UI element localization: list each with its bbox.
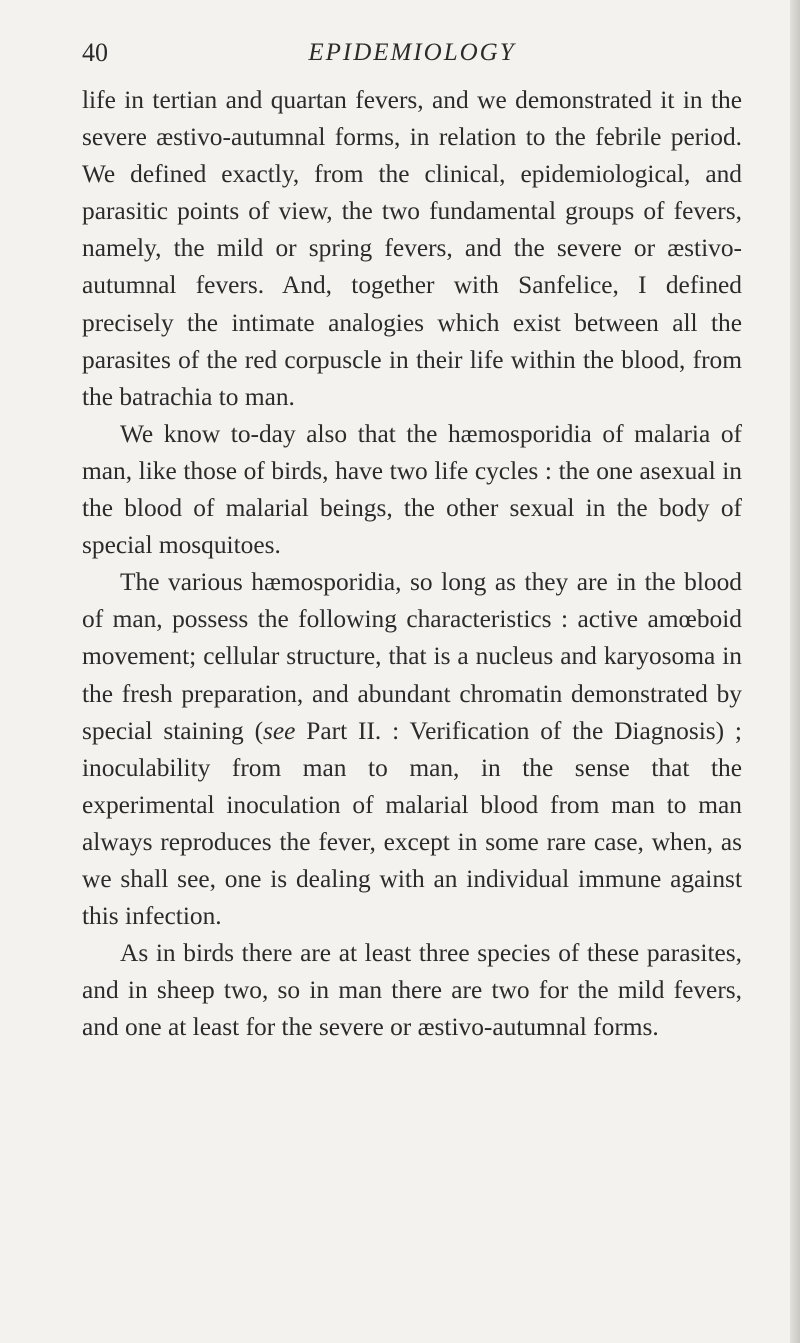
page-number: 40 xyxy=(82,38,108,67)
paragraph-3-text-start: The various hæmosporidia, so long as they are in the blood of man, possess the following characteristics : active amœboid movement; cellular structure, that is a nucleus and karyosoma in the fresh preparation, and abundant chromatin demonstrated by special staining ( xyxy=(82,568,742,745)
paragraph-1: life in tertian and quartan fevers, and we demonstrated it in the severe æstivo-autumnal forms, in relation to the febrile period. We defined exactly, from the clinical, epidemiological, and parasitic points of view, the two fundamental groups of fevers, namely, the mild or spring fevers, and the severe or æstivo-autumnal fevers. And, together with Sanfelice, I defined precisely the intimate analogies which exist between all the parasites of the red corpuscle in their life within the blood, from the batrachia to man. xyxy=(82,86,742,411)
paragraph-2: We know to-day also that the hæmosporidia of malaria of man, like those of birds, have two life cycles : the one asexual in the blood of malarial beings, the other sexual in the body of special mosquitoes. xyxy=(82,419,742,560)
italic-see: see xyxy=(263,716,296,745)
paragraph-3 xyxy=(82,564,742,935)
paragraph-3-text-end: Part II. : Verification of the Diagnosis) ; inoculability from man to man, in the sense that the experimental inoculation of malarial blood from man to man always reproduces the fever, except in some rare case, when, as we shall see, one is dealing with an individual immune against this infection. xyxy=(82,716,742,931)
running-title: EPIDEMIOLOGY xyxy=(308,39,516,66)
paragraph-4: As in birds there are at least three species of these parasites, and in sheep two, so in man there are two for the mild fevers, and one at least for the severe or æstivo-autumnal forms. xyxy=(82,939,742,1042)
page-edge xyxy=(790,0,800,1343)
page-header xyxy=(82,36,742,70)
body-text xyxy=(82,82,742,1046)
